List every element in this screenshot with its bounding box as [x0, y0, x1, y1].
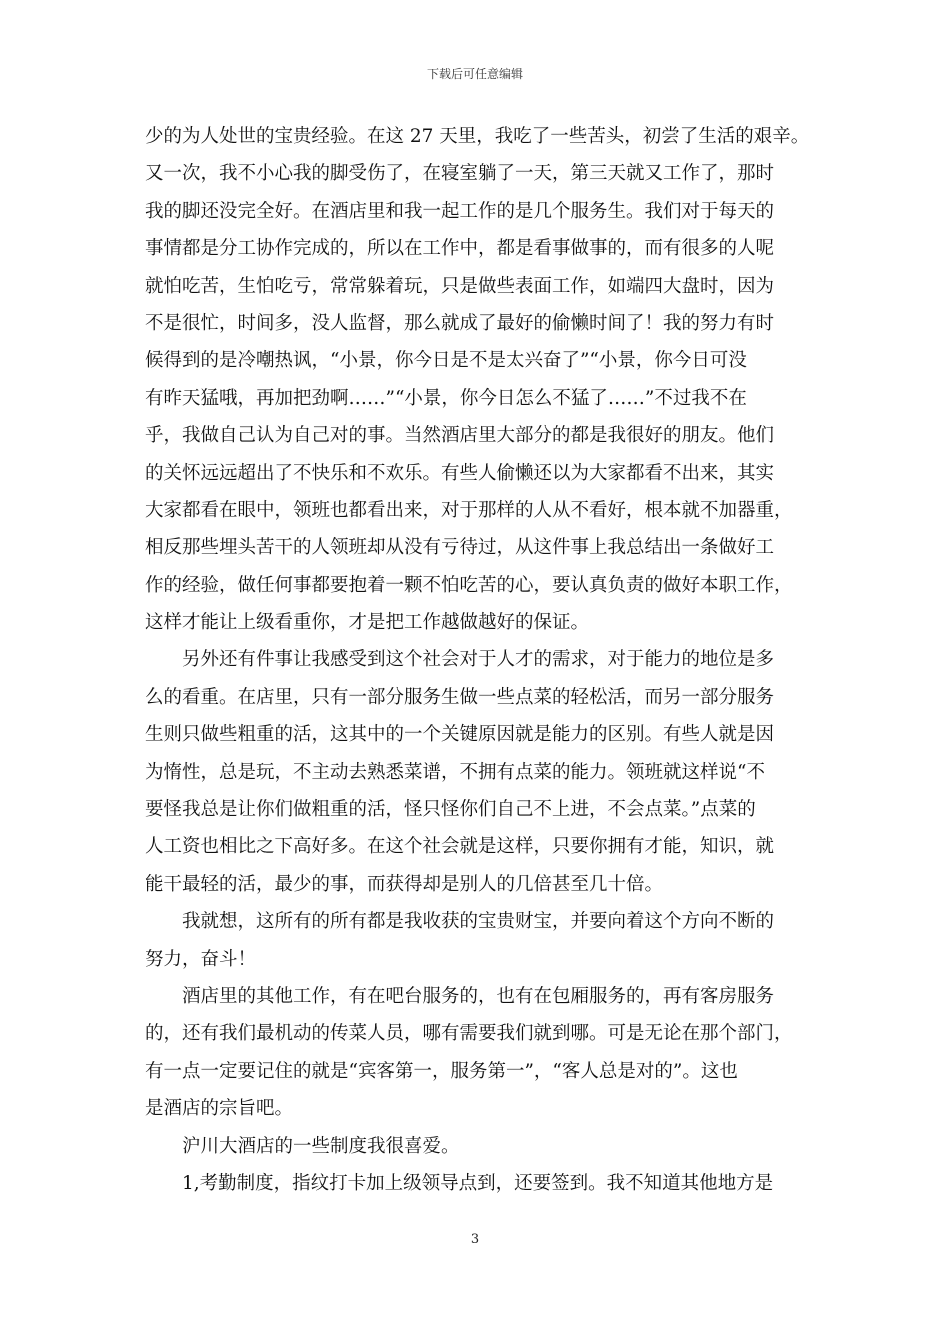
- text-line: 大家都看在眼中，领班也都看出来，对于那样的人从不看好，根本就不加器重，: [145, 499, 793, 521]
- text-line: 有一点一定要记住的就是“宾客第一，服务第一”，“客人总是对的”。这也: [145, 1060, 738, 1082]
- page-header: 下载后可任意编辑: [426, 67, 523, 81]
- text-line: 人工资也相比之下高好多。在这个社会就是这样，只要你拥有才能，知识，就: [145, 836, 775, 858]
- text-line: 我就想，这所有的所有都是我收获的宝贵财宝，并要向着这个方向不断的: [182, 911, 775, 933]
- text-line: 的关怀远远超出了不快乐和不欢乐。有些人偷懒还以为大家都看不出来，其实: [145, 462, 775, 484]
- text-line: 1,考勤制度，指纹打卡加上级领导点到，还要签到。我不知道其他地方是: [182, 1172, 774, 1194]
- text-line: 我的脚还没完全好。在酒店里和我一起工作的是几个服务生。我们对于每天的: [145, 200, 775, 222]
- text-line: 要怪我总是让你们做粗重的活，怪只怪你们自己不上进，不会点菜。”点菜的: [145, 799, 756, 821]
- text-line: 相反那些埋头苦干的人领班却从没有亏待过，从这件事上我总结出一条做好工: [145, 537, 775, 559]
- text-line: 酒店里的其他工作，有在吧台服务的，也有在包厢服务的，再有客房服务: [182, 985, 775, 1007]
- text-line: 就怕吃苦，生怕吃亏，常常躲着玩，只是做些表面工作，如端四大盘时，因为: [145, 275, 775, 297]
- text-line: 为惰性，总是玩，不主动去熟悉菜谱，不拥有点菜的能力。领班就这样说“不: [145, 761, 765, 783]
- text-line: 候得到的是冷嘲热讽，“小景，你今日是不是太兴奋了”“小景，你今日可没: [145, 350, 747, 372]
- text-line: 努力，奋斗！: [145, 948, 257, 970]
- text-line: 生则只做些粗重的活，这其中的一个关键原因就是能力的区别。有些人就是因: [145, 724, 775, 746]
- text-line: 有昨天猛哦，再加把劲啊……”“小景，你今日怎么不猛了……”不过我不在: [145, 387, 747, 409]
- text-line: 能干最轻的活，最少的事，而获得却是别人的几倍甚至几十倍。: [145, 873, 664, 895]
- text-line: 另外还有件事让我感受到这个社会对于人才的需求，对于能力的地位是多: [182, 649, 775, 671]
- text-line: 么的看重。在店里，只有一部分服务生做一些点菜的轻松活，而另一部分服务: [145, 686, 775, 708]
- text-line: 少的为人处世的宝贵经验。在这 27 天里，我吃了一些苦头，初尝了生活的艰辛。: [145, 126, 810, 147]
- text-line: 的，还有我们最机动的传菜人员，哪有需要我们就到哪。可是无论在那个部门，: [145, 1023, 793, 1045]
- text-line: 这样才能让上级看重你，才是把工作越做越好的保证。: [145, 612, 590, 634]
- text-line: 乎，我做自己认为自己对的事。当然酒店里大部分的都是我很好的朋友。他们: [145, 425, 775, 447]
- text-line: 沪川大酒店的一些制度我很喜爱。: [182, 1135, 460, 1157]
- text-line: 事情都是分工协作完成的，所以在工作中，都是看事做事的，而有很多的人呢: [145, 238, 775, 260]
- document-body: [145, 118, 810, 1202]
- text-line: 不是很忙，时间多，没人监督，那么就成了最好的偷懒时间了！我的努力有时: [145, 312, 775, 334]
- page-number: 3: [470, 1232, 480, 1247]
- text-line: 又一次，我不小心我的脚受伤了，在寝室躺了一天，第三天就又工作了，那时: [145, 163, 775, 185]
- text-line: 是酒店的宗旨吧。: [145, 1098, 294, 1120]
- text-line: 作的经验，做任何事都要抱着一颗不怕吃苦的心，要认真负责的做好本职工作，: [145, 574, 793, 596]
